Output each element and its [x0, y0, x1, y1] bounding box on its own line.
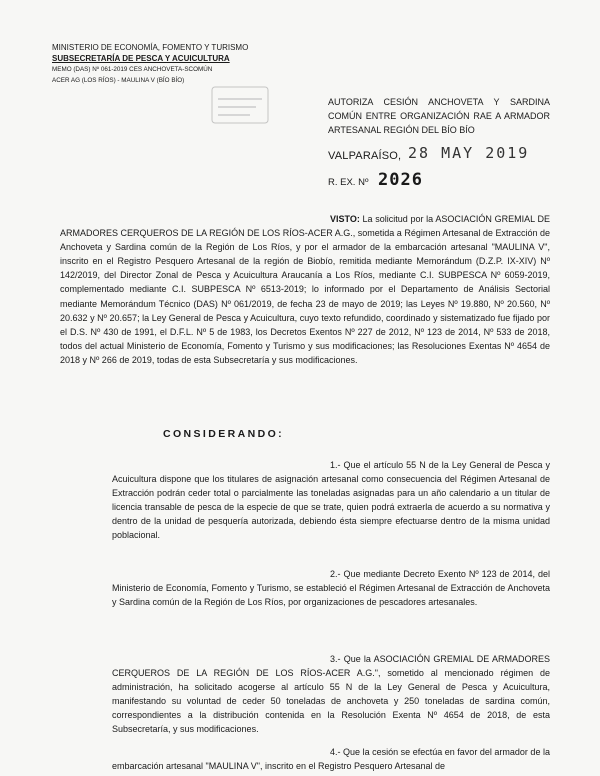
- office-stamp-icon: [210, 85, 270, 125]
- resolution-subject: AUTORIZA CESIÓN ANCHOVETA Y SARDINA COMÚN ENTRE ORGANIZACIÓN RAE A ARMADOR ARTESANAL REGIÓN DEL BÍO BÍO: [328, 97, 550, 135]
- date-stamp: 28 MAY 2019: [408, 144, 530, 162]
- considerando-paragraph-1: 1.- Que el artículo 55 N de la Ley General de Pesca y Acuicultura dispone que los titulares de asignación artesanal como consecuencia del Régimen Artesanal de Extracción podrán ceder total o parcialmente las toneladas asignadas para un año calendario a un titular de licencia transable de pesca de la especie de que se trate, quien podrá extraerla de acuerdo a su normativa y dentro de la unidad de pesquería autorizada, debiendo ésta siempre efectuarse dentro de la misma unidad poblacional.: [112, 460, 550, 541]
- memo-reference-line-1: MEMO (DAS) Nº 061-2019 CES ANCHOVETA-SCOMÚN: [52, 66, 213, 73]
- considerando-paragraph-3: 3.- Que la ASOCIACIÓN GREMIAL DE ARMADORES CERQUEROS DE LA REGIÓN DE LOS RÍOS-ACER A.G.", sometido al mencionado régimen de administración, ha solicitado acogerse al artículo 55 N de la Ley General de Pesca y Acuicultura, manifestando su voluntad de ceder 50 toneladas de anchoveta y 250 toneladas de sardina común, correspondientes a la distribución contenida en la Resolución Exenta Nº 4654 de 2018, de esta Subsecretaría, y sus modificaciones.: [112, 654, 550, 735]
- ministry-name: MINISTERIO DE ECONOMÍA, FOMENTO Y TURISMO: [52, 43, 249, 52]
- visto-text: La solicitud por la ASOCIACIÓN GREMIAL DE ARMADORES CERQUEROS DE LA REGIÓN DE LOS RÍOS-ACER A.G., sometida a Régimen Artesanal de Extracción de Anchoveta y Sardina común de la Región de Los Ríos, y por el armador de la embarcación artesanal "MAULINA V", inscrito en el Registro Pesquero Artesanal de la región de Biobío, remitida mediante Memorándum (D.Z.P. IX-XIV) Nº 142/2019, del Director Zonal de Pesca y Acuicultura Araucanía a Los Ríos, mediante C.I. SUBPESCA Nº 6059-2019, complementado mediante C.I. SUBPESCA Nº 6513-2019; lo informado por el Departamento de Análisis Sectorial mediante Memorándum Técnico (DAS) Nº 061/2019, de fecha 23 de mayo de 2019; las Leyes Nº 19.880, Nº 20.560, Nº 20.632 y Nº 20.657; la Ley General de Pesca y Acuicultura, cuyo texto refundido, coordinado y sistematizado fue fijado por el D.S. Nº 430 de 1991, el D.F.L. Nº 5 de 1983, los Decretos Exentos Nº 227 de 2012, Nº 123 de 2014, Nº 533 de 2018, todos del actual Ministerio de Economía, Fomento y Turismo y sus modificaciones; las Resoluciones Exentas Nº 4654 de 2018 y Nº 266 de 2019, todas de esta Subsecretaría y sus modificaciones.: [60, 214, 550, 365]
- visto-label: VISTO:: [330, 214, 360, 224]
- subsecretaria-name: SUBSECRETARÍA DE PESCA Y ACUICULTURA: [52, 54, 230, 63]
- considerando-paragraph-2: 2.- Que mediante Decreto Exento Nº 123 de 2014, del Ministerio de Economía, Fomento y Turismo, se estableció el Régimen Artesanal de Extracción de Anchoveta y Sardina común de la Región de Los Ríos, por organizaciones de pescadores artesanales.: [112, 569, 550, 608]
- resolution-number-label: R. EX. Nº: [328, 177, 369, 188]
- considerando-paragraph-4: 4.- Que la cesión se efectúa en favor del armador de la embarcación artesanal "MAULINA V", inscrito en el Registro Pesquero Artesanal de: [112, 747, 550, 772]
- resolution-number: 2026: [378, 170, 423, 190]
- considerando-heading: CONSIDERANDO:: [163, 428, 285, 440]
- memo-reference-line-2: ACER AG (LOS RÍOS) - MAULINA V (BÍO BÍO): [52, 77, 185, 84]
- letterhead: [52, 42, 282, 86]
- visto-paragraph: [60, 212, 550, 367]
- place-label: VALPARAÍSO,: [328, 150, 402, 162]
